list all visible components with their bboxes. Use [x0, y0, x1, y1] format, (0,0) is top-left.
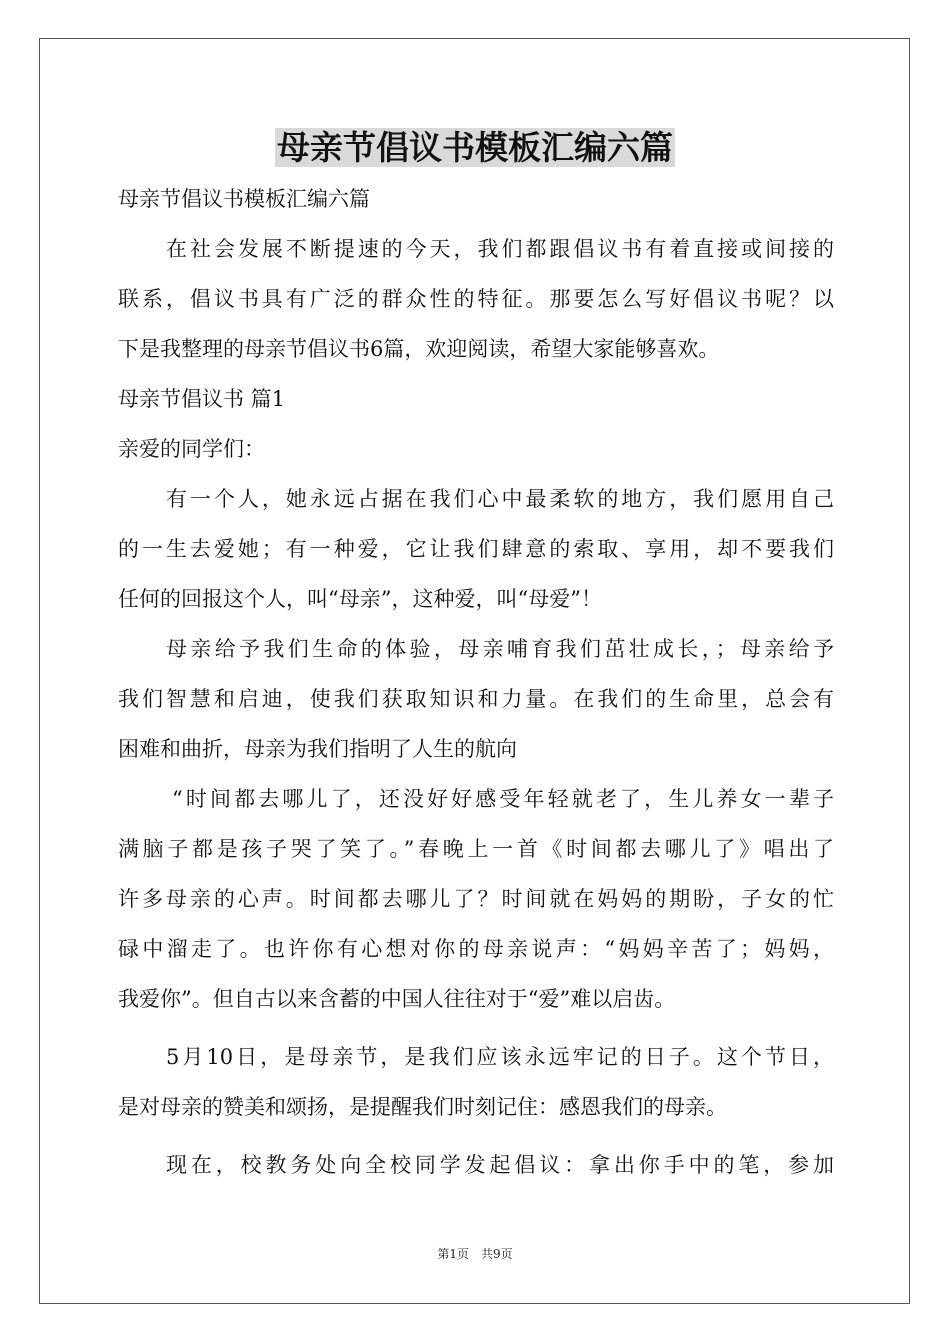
- paragraph-line: “时间都去哪儿了，还没好好感受年轻就老了，生儿养女一辈子: [172, 787, 834, 811]
- paragraph-line: 许多母亲的心声。时间都去哪儿了？时间就在妈妈的期盼，子女的忙: [118, 887, 834, 911]
- document-body: [118, 174, 834, 1190]
- document-title-text: 母亲节倡议书模板汇编六篇: [277, 128, 673, 167]
- paragraph-line: 联系，倡议书具有广泛的群众性的特征。那要怎么写好倡议书呢？以: [118, 287, 834, 311]
- subtitle-line: 母亲节倡议书模板汇编六篇: [118, 187, 370, 211]
- paragraph-line: 困难和曲折，母亲为我们指明了人生的航向: [118, 737, 517, 761]
- paragraph-line: 现在，校教务处向全校同学发起倡议：拿出你手中的笔，参加: [166, 1153, 834, 1177]
- paragraph-line: 满脑子都是孩子哭了笑了。”春晚上一首《时间都去哪儿了》唱出了: [118, 837, 834, 861]
- paragraph-line: 5月10日，是母亲节，是我们应该永远牢记的日子。这个节日，: [166, 1045, 834, 1069]
- salutation: 亲爱的同学们：: [118, 437, 265, 461]
- paragraph-line: 有一个人，她永远占据在我们心中最柔软的地方，我们愿用自己: [166, 487, 834, 511]
- paragraph-line: 碌中溜走了。也许你有心想对你的母亲说声：“妈妈辛苦了；妈妈，: [118, 937, 834, 961]
- paragraph-line: 我爱你”。但自古以来含蓄的中国人往往对于“爱”难以启齿。: [118, 987, 676, 1011]
- paragraph-line: 下是我整理的母亲节倡议书6篇，欢迎阅读，希望大家能够喜欢。: [118, 337, 720, 361]
- paragraph-line: 我们智慧和启迪，使我们获取知识和力量。在我们的生命里，总会有: [118, 687, 834, 711]
- page-footer: 第1页 共9页: [437, 1247, 513, 1261]
- paragraph-line: 是对母亲的赞美和颂扬，是提醒我们时刻记住：感恩我们的母亲。: [118, 1095, 727, 1119]
- section-heading: 母亲节倡议书 篇1: [118, 387, 286, 411]
- paragraph-line: 任何的回报这个人，叫“母亲”，这种爱，叫“母爱”！: [118, 587, 602, 611]
- paragraph-line: 在社会发展不断提速的今天，我们都跟倡议书有着直接或间接的: [166, 237, 834, 261]
- document-title: [0, 122, 950, 174]
- paragraph-line: 母亲给予我们生命的体验，母亲哺育我们茁壮成长，；母亲给予: [166, 637, 834, 661]
- paragraph-line: 的一生去爱她；有一种爱，它让我们肆意的索取、享用，却不要我们: [118, 537, 834, 561]
